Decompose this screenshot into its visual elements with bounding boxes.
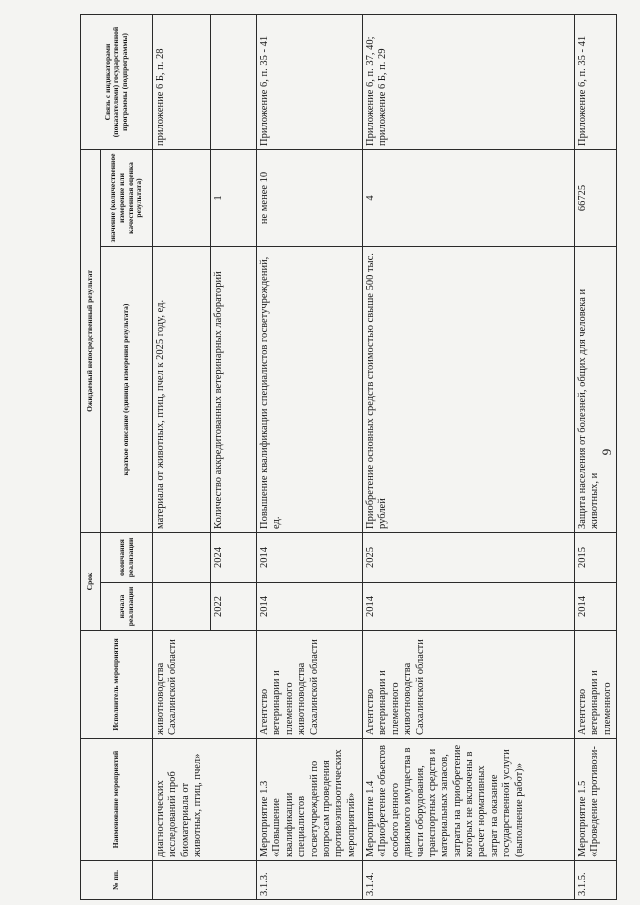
- row-executor: Агентство ветеринарии и племенного животноводства Сахалинской области: [257, 631, 363, 739]
- row-executor: Агентство ветеринарии и племенного животноводства Сахалинской области: [363, 631, 575, 739]
- header-term: Срок: [81, 532, 101, 630]
- row-desc: Повышение квалификации специалистов госветучреждений, ед.: [257, 246, 363, 532]
- document-viewport: [80, 15, 613, 900]
- page-number: 9: [599, 448, 614, 456]
- row-desc: Приобретение основных средств стоимостью свыше 500 тыс. рублей: [363, 246, 575, 532]
- row-name: Мероприятие 1.5 «Проведение противози-: [575, 739, 617, 861]
- table-row: [363, 14, 575, 899]
- table-row: [153, 14, 211, 899]
- row-num: 3.1.5.: [575, 861, 617, 900]
- header-desc: краткое описание (единица измерения результата): [101, 246, 153, 532]
- row-num: 3.1.4.: [363, 861, 575, 900]
- row-executor: Агентство ветеринарии и племенного: [575, 631, 617, 739]
- header-row-1: [81, 14, 101, 899]
- row-desc: материала от животных, птиц, пчел к 2025 году, ед.: [153, 246, 211, 532]
- row-value: 4: [363, 149, 575, 246]
- header-executor: Исполнитель мероприятия: [81, 631, 153, 739]
- row-value: 66725: [575, 149, 617, 246]
- row-value: [153, 149, 211, 246]
- row-link: [211, 14, 257, 149]
- row-name: Мероприятие 1.3 «Повышение квалификации специалистов госветучреждений по вопросам проведения противоэпизоотических мероприятий»: [257, 739, 363, 861]
- header-result: Ожидаемый непосредственный результат: [81, 149, 101, 532]
- header-name: Наименование мероприятий: [81, 739, 153, 861]
- row-end: [153, 532, 211, 582]
- header-num: № пп.: [81, 861, 153, 900]
- table-row: [257, 14, 363, 899]
- header-end: окончания реализации: [101, 532, 153, 582]
- row-desc: Количество аккредитованных ветеринарных лабораторий: [211, 246, 257, 532]
- row-link: приложение 6 Б, п. 28: [153, 14, 211, 149]
- header-start: начала реализации: [101, 583, 153, 631]
- row-link: Приложение 6, п. 35 - 41: [575, 14, 617, 149]
- row-start: 2014: [363, 583, 575, 631]
- row-desc: Защита населения от болезней, общих для человека и животных, и: [575, 246, 617, 532]
- row-start: [153, 583, 211, 631]
- row-start: 2022: [211, 583, 257, 631]
- header-value: значение (количественное измерение или качественная оценка результата): [101, 149, 153, 246]
- row-num: 3.1.3.: [257, 861, 363, 900]
- row-value: не менее 10: [257, 149, 363, 246]
- row-executor: животноводства Сахалинской области: [153, 631, 257, 739]
- row-value: 1: [211, 149, 257, 246]
- header-link: Связь с индикаторами (показателями) государственной программы (подпрограммы): [81, 14, 153, 149]
- table-row: [575, 14, 617, 899]
- activities-table: [80, 14, 617, 900]
- row-name: диагностических исследований проб биоматериала от животных, птиц, пчел»: [153, 739, 257, 861]
- row-end: 2015: [575, 532, 617, 582]
- row-link: Приложение 6, п. 35 - 41: [257, 14, 363, 149]
- rotated-page: [80, 15, 613, 900]
- row-end: 2014: [257, 532, 363, 582]
- row-end: 2024: [211, 532, 257, 582]
- row-start: 2014: [257, 583, 363, 631]
- row-start: 2014: [575, 583, 617, 631]
- row-end: 2025: [363, 532, 575, 582]
- row-name: Мероприятие 1.4 «Приобретение объектов особого ценного движимого имущества в части оборудования, транспортных средств и материальных запасов, затраты на приобретение которых не включены в расчет нормативных затрат на оказание государственной услуги (выполнение работ)»: [363, 739, 575, 861]
- row-link: Приложение 6, п. 37, 40; приложение 6 Б, п. 29: [363, 14, 575, 149]
- row-num: [153, 861, 257, 900]
